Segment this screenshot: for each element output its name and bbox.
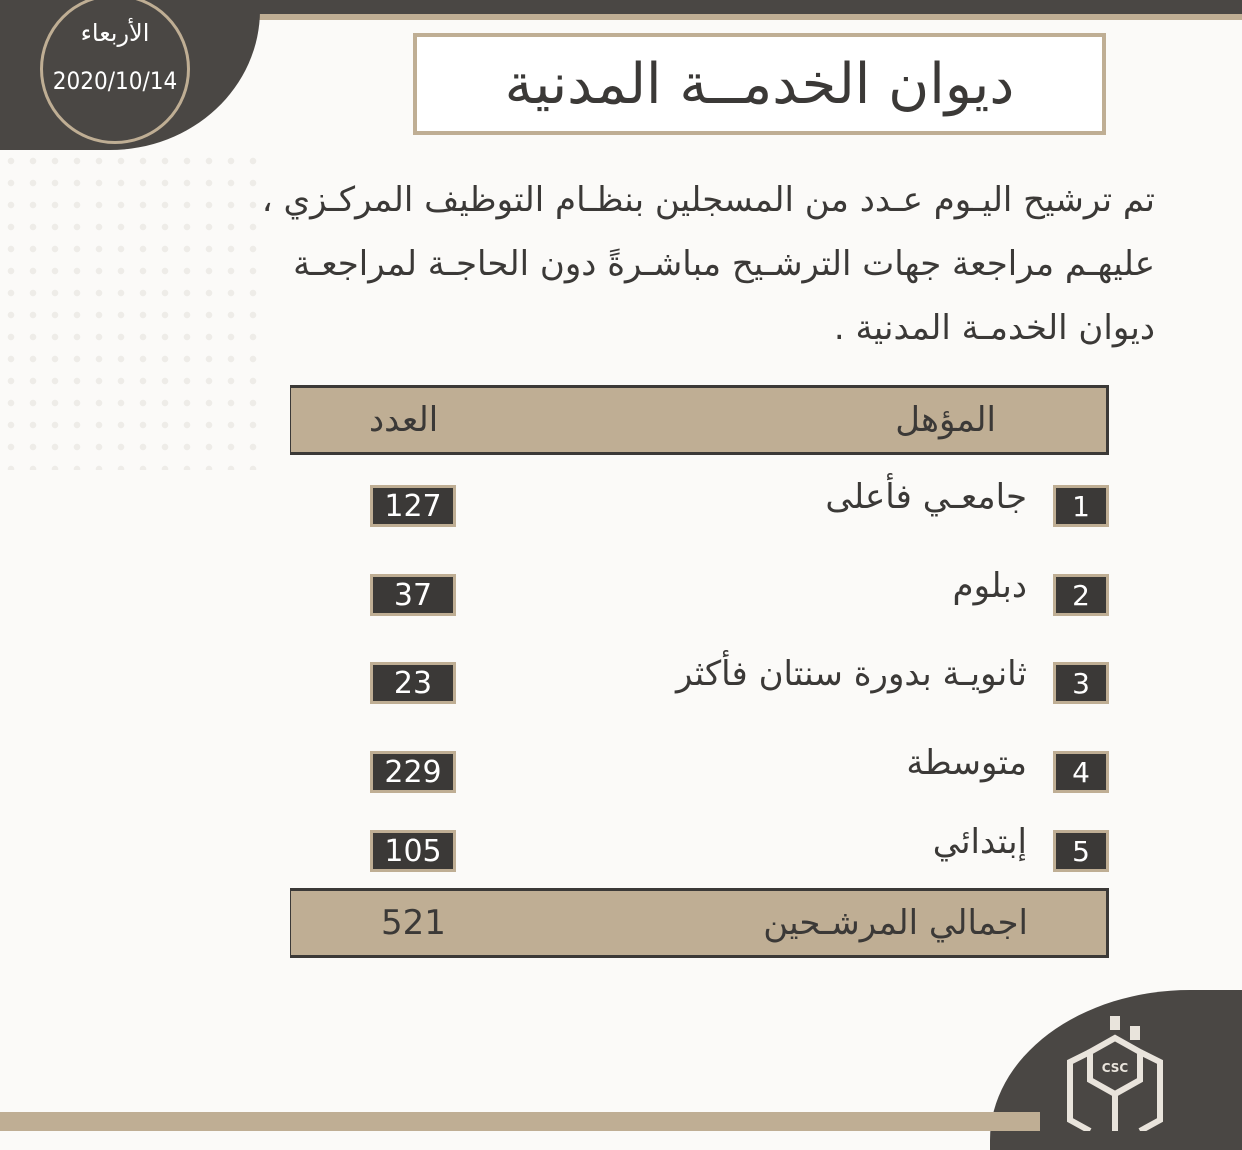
table-row	[290, 822, 1109, 878]
row-number: 3	[1053, 662, 1109, 704]
logo-text: CSC	[1101, 1061, 1129, 1075]
csc-logo-icon	[1040, 1010, 1190, 1131]
announcement-text: تم ترشيح اليـوم عـدد من المسجلين بنظـام التوظيف المركـزي ، عليهـم مراجعة جهات الترشـيح مباشـرةً دون الحاجـة لمراجعـة ديوان الخدمـة المدنية .	[261, 180, 1155, 348]
page-title: ديوان الخدمــة المدنية	[504, 51, 1015, 117]
row-label: ثانويـة بدورة سنتان فأكثر	[675, 654, 1027, 694]
row-number: 4	[1053, 751, 1109, 793]
row-number: 2	[1053, 574, 1109, 616]
row-count: 127	[370, 485, 456, 527]
date-badge	[40, 0, 190, 144]
row-count: 23	[370, 662, 456, 704]
table-row	[290, 477, 1109, 533]
table-header	[290, 385, 1109, 455]
table-row	[290, 743, 1109, 799]
date-day: الأربعاء	[80, 19, 150, 47]
date-value: 2020/10/14	[52, 67, 178, 95]
row-number: 1	[1053, 485, 1109, 527]
row-count: 105	[370, 830, 456, 872]
table-row	[290, 654, 1109, 710]
row-label: إبتدائي	[932, 822, 1027, 862]
row-label: دبلوم	[952, 566, 1027, 606]
top-accent-line	[170, 14, 1242, 20]
total-value: 521	[381, 903, 446, 943]
total-label: اجمالي المرشـحين	[763, 903, 1028, 943]
table-row	[290, 566, 1109, 622]
row-label: متوسطة	[906, 743, 1027, 783]
row-count: 37	[370, 574, 456, 616]
title-box	[413, 33, 1106, 135]
bottom-accent-line	[0, 1112, 1040, 1131]
header-qualification: المؤهل	[895, 400, 996, 440]
table-footer	[290, 888, 1109, 958]
row-number: 5	[1053, 830, 1109, 872]
row-count: 229	[370, 751, 456, 793]
header-count: العدد	[369, 400, 439, 440]
row-label: جامعـي فأعلى	[825, 477, 1027, 517]
